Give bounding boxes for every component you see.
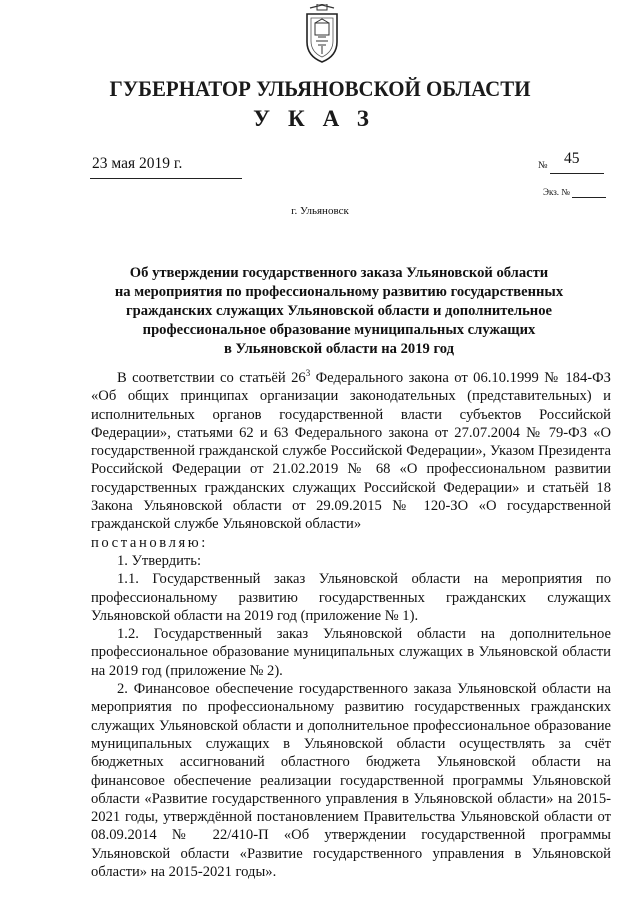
document-type: УКАЗ — [253, 106, 387, 131]
copy-number-label: Экз. № — [543, 187, 570, 197]
clause-2: 2. Финансовое обеспечение государственного заказа Ульяновской области на мероприятия по профессиональному развитию государственных гражданских служащих Ульяновской области и дополнительное профессиональное образование муниципальных служащих в Ульяновской области осуществлять за счёт бюджетных ассигнований областного бюджета Ульяновской области на финансовое обеспечение реализации государственной программы Ульяновской области «Развитие государственного управления в Ульяновской области» на 2015-2021 годы, утверждённой постановлением Правительства Ульяновской области от 08.09.2014 № 22/410-П «Об утверждении государственной программы Ульяновской области «Развитие государственного управления в Ульяновской области» на 2015-2021 годы». — [91, 681, 611, 881]
copy-number-underline — [572, 197, 606, 198]
decree-body — [91, 369, 611, 881]
issuing-city: г. Ульяновск — [291, 205, 349, 217]
article-superscript: 3 — [305, 368, 311, 379]
date-underline — [90, 178, 242, 179]
number-underline — [550, 173, 604, 174]
decree-date: 23 мая 2019 г. — [92, 155, 183, 172]
title-line: в Ульяновской области на 2019 год — [224, 341, 454, 357]
title-line: на мероприятия по профессиональному развитию государственных — [114, 284, 564, 300]
clause-1-1: 1.1. Государственный заказ Ульяновской области на мероприятия по профессиональному развитию государственных гражданских служащих Ульяновской области на 2019 год (приложение № 1). — [91, 571, 611, 624]
preamble-paragraph — [91, 369, 611, 534]
decree-formula: постановляю: — [91, 534, 208, 551]
preamble-text-b: Федерального закона от 06.10.1999 № 184-ФЗ «Об общих принципах организации законодательных (представительных) и исполнительных органов государственной власти субъектов Российской Федерации», статьями 62 и 63 Федерального закона от 27.07.2004 № 79-ФЗ «О государственной гражданской службе Российской Федерации», Указом Президента Российской Федерации от 21.02.2019 № 68 «О профессиональном развитии государственных гражданских служащих Российской Федерации» и статьёй 18 Закона Ульяновской области от 29.09.2015 № 120-ЗО «О государственной гражданской службе Ульяновской области» — [91, 370, 611, 533]
number-label: № — [538, 160, 548, 171]
title-line: Об утверждении государственного заказа Ульяновской области — [129, 265, 549, 281]
authority-heading: ГУБЕРНАТОР УЛЬЯНОВСКОЙ ОБЛАСТИ — [109, 76, 531, 101]
clause-1: 1. Утвердить: — [117, 552, 202, 569]
coat-of-arms-emblem — [302, 4, 342, 66]
decree-number: 45 — [564, 150, 580, 167]
title-line: гражданских служащих Ульяновской области и дополнительное — [126, 303, 552, 319]
clause-1-2: 1.2. Государственный заказ Ульяновской области на дополнительное профессиональное образование муниципальных служащих в Ульяновской области на 2019 год (приложение № 2). — [91, 626, 611, 679]
preamble-text-a: В соответствии со статьёй 26 — [117, 370, 306, 386]
decree-title — [100, 264, 578, 359]
title-line: профессиональное образование муниципальных служащих — [142, 322, 536, 338]
